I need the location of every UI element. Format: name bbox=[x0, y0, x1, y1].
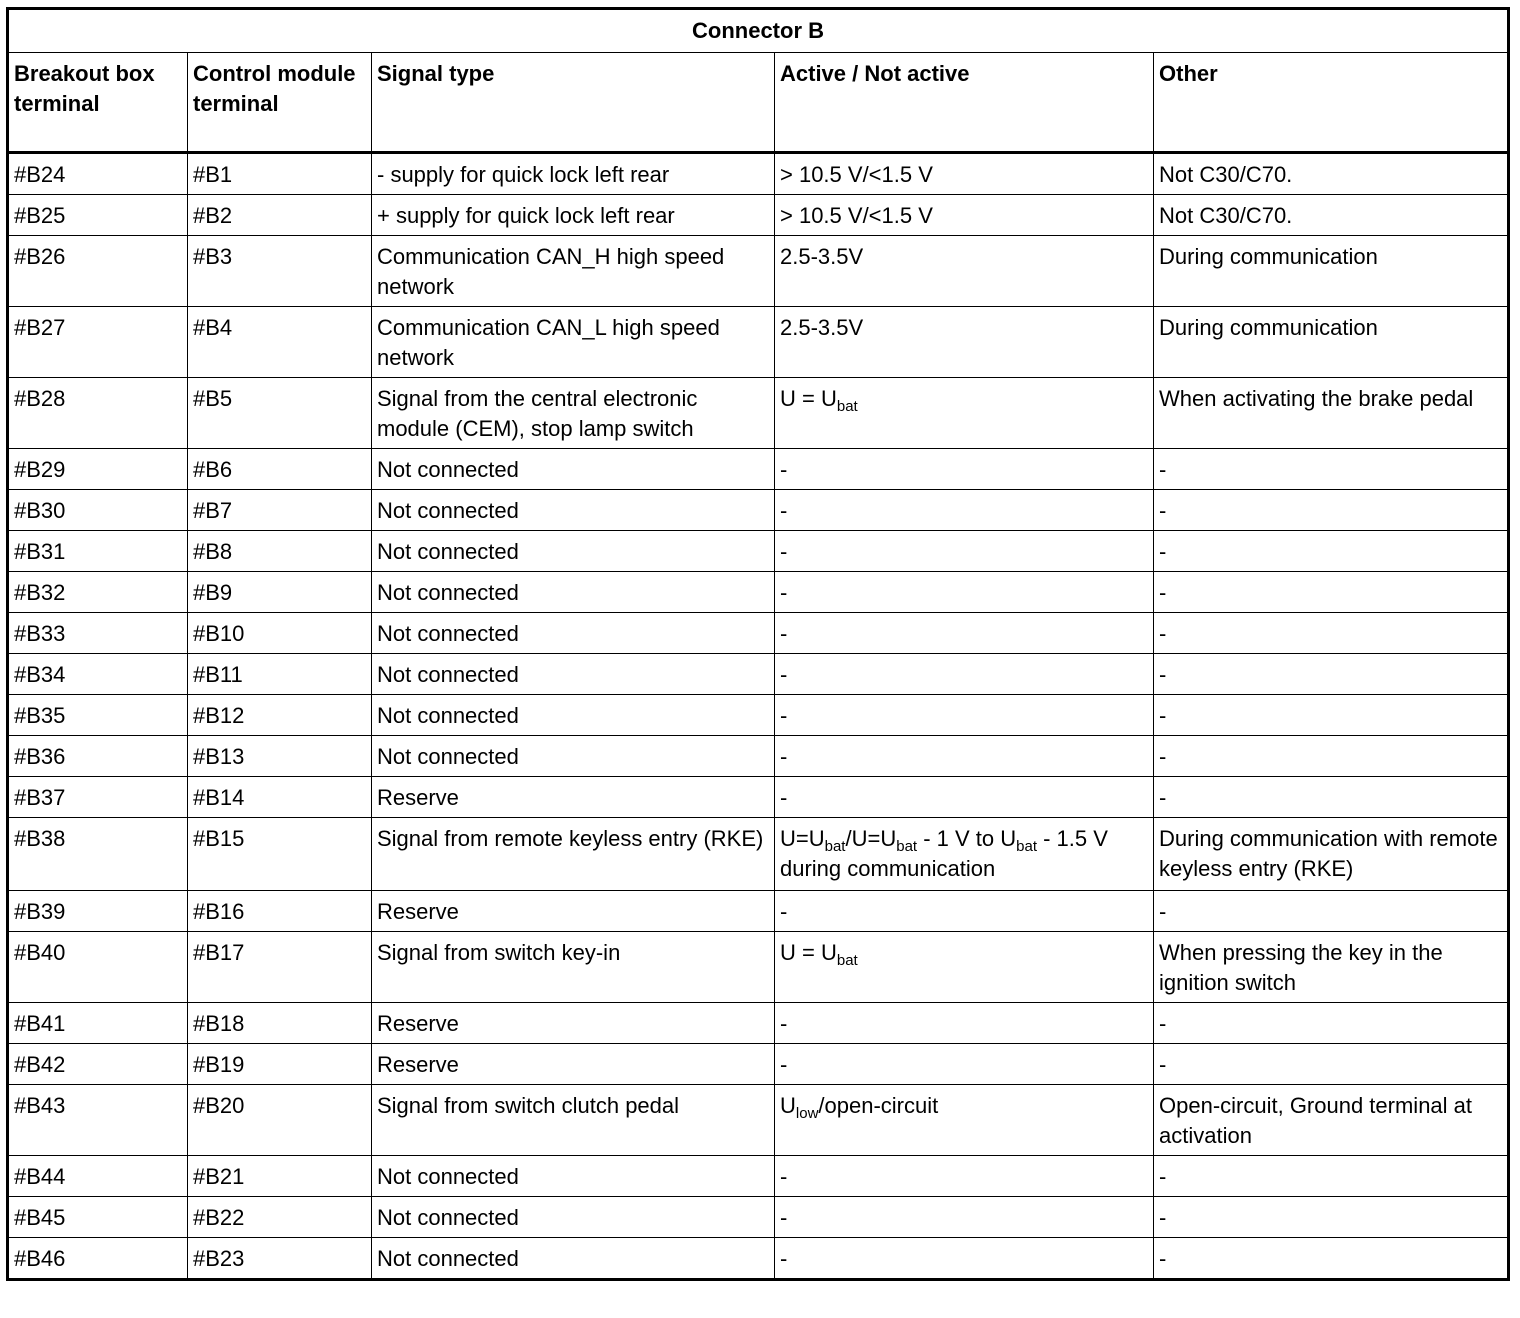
active-value: - bbox=[775, 1156, 1154, 1197]
module-terminal: #B1 bbox=[188, 153, 372, 195]
table-row bbox=[8, 572, 1509, 613]
table-title: Connector B bbox=[8, 9, 1509, 53]
breakout-terminal: #B29 bbox=[8, 449, 188, 490]
active-value-text: U = U bbox=[780, 386, 837, 411]
signal-type: Reserve bbox=[372, 1044, 775, 1085]
other-note: - bbox=[1154, 777, 1509, 818]
module-terminal: #B12 bbox=[188, 695, 372, 736]
active-value-text: /U=U bbox=[845, 826, 897, 851]
subscript-bat: bat bbox=[824, 838, 846, 855]
subscript-bat: bat bbox=[836, 398, 858, 415]
other-note: - bbox=[1154, 1238, 1509, 1280]
header-control-module-terminal: Control module terminal bbox=[188, 53, 372, 153]
subscript-bat: bat bbox=[836, 952, 858, 969]
other-note: - bbox=[1154, 572, 1509, 613]
breakout-terminal: #B36 bbox=[8, 736, 188, 777]
other-note: - bbox=[1154, 695, 1509, 736]
signal-type: Not connected bbox=[372, 695, 775, 736]
table-row bbox=[8, 1156, 1509, 1197]
breakout-terminal: #B31 bbox=[8, 531, 188, 572]
table-row bbox=[8, 777, 1509, 818]
active-value bbox=[775, 378, 1154, 449]
other-note: During communication bbox=[1154, 236, 1509, 307]
active-value: - bbox=[775, 613, 1154, 654]
signal-type: Not connected bbox=[372, 736, 775, 777]
table-row bbox=[8, 695, 1509, 736]
active-value-text: - 1.5 V during communication bbox=[780, 826, 1108, 881]
breakout-terminal: #B37 bbox=[8, 777, 188, 818]
table-row bbox=[8, 449, 1509, 490]
header-other: Other bbox=[1154, 53, 1509, 153]
active-value: - bbox=[775, 1044, 1154, 1085]
signal-type: Not connected bbox=[372, 531, 775, 572]
table-row bbox=[8, 891, 1509, 932]
module-terminal: #B21 bbox=[188, 1156, 372, 1197]
module-terminal: #B15 bbox=[188, 818, 372, 891]
active-value-text: U = U bbox=[780, 940, 837, 965]
module-terminal: #B22 bbox=[188, 1197, 372, 1238]
table-row bbox=[8, 153, 1509, 195]
active-value: - bbox=[775, 654, 1154, 695]
table-row bbox=[8, 195, 1509, 236]
subscript-low: low bbox=[795, 1105, 819, 1122]
breakout-terminal: #B34 bbox=[8, 654, 188, 695]
module-terminal: #B9 bbox=[188, 572, 372, 613]
module-terminal: #B7 bbox=[188, 490, 372, 531]
active-value: - bbox=[775, 1197, 1154, 1238]
table-row bbox=[8, 236, 1509, 307]
module-terminal: #B6 bbox=[188, 449, 372, 490]
active-value: - bbox=[775, 736, 1154, 777]
active-value-text: U=U bbox=[780, 826, 825, 851]
signal-type: Not connected bbox=[372, 1156, 775, 1197]
signal-type: Not connected bbox=[372, 572, 775, 613]
signal-type: Signal from switch key-in bbox=[372, 932, 775, 1003]
table-row bbox=[8, 1238, 1509, 1280]
breakout-terminal: #B45 bbox=[8, 1197, 188, 1238]
header-breakout-box-terminal: Breakout box terminal bbox=[8, 53, 188, 153]
module-terminal: #B23 bbox=[188, 1238, 372, 1280]
table-row bbox=[8, 307, 1509, 378]
table-row bbox=[8, 1197, 1509, 1238]
breakout-terminal: #B38 bbox=[8, 818, 188, 891]
table-row bbox=[8, 1044, 1509, 1085]
active-value: - bbox=[775, 490, 1154, 531]
table-row bbox=[8, 1085, 1509, 1156]
other-note: - bbox=[1154, 891, 1509, 932]
active-value bbox=[775, 818, 1154, 891]
active-value-text: U bbox=[780, 1093, 796, 1118]
breakout-terminal: #B33 bbox=[8, 613, 188, 654]
table-row bbox=[8, 654, 1509, 695]
other-note: Open-circuit, Ground terminal at activation bbox=[1154, 1085, 1509, 1156]
breakout-terminal: #B32 bbox=[8, 572, 188, 613]
table-row bbox=[8, 378, 1509, 449]
breakout-terminal: #B39 bbox=[8, 891, 188, 932]
signal-type: Reserve bbox=[372, 891, 775, 932]
other-note: - bbox=[1154, 654, 1509, 695]
signal-type: Communication CAN_H high speed network bbox=[372, 236, 775, 307]
other-note: When pressing the key in the ignition switch bbox=[1154, 932, 1509, 1003]
module-terminal: #B20 bbox=[188, 1085, 372, 1156]
active-value bbox=[775, 1085, 1154, 1156]
other-note: - bbox=[1154, 1156, 1509, 1197]
header-active-not-active: Active / Not active bbox=[775, 53, 1154, 153]
table-row bbox=[8, 818, 1509, 891]
other-note: - bbox=[1154, 531, 1509, 572]
table-row bbox=[8, 531, 1509, 572]
breakout-terminal: #B44 bbox=[8, 1156, 188, 1197]
other-note: During communication with remote keyless entry (RKE) bbox=[1154, 818, 1509, 891]
active-value: > 10.5 V/<1.5 V bbox=[775, 195, 1154, 236]
module-terminal: #B19 bbox=[188, 1044, 372, 1085]
module-terminal: #B4 bbox=[188, 307, 372, 378]
active-value: - bbox=[775, 531, 1154, 572]
breakout-terminal: #B41 bbox=[8, 1003, 188, 1044]
signal-type: Communication CAN_L high speed network bbox=[372, 307, 775, 378]
module-terminal: #B14 bbox=[188, 777, 372, 818]
other-note: When activating the brake pedal bbox=[1154, 378, 1509, 449]
other-note: - bbox=[1154, 613, 1509, 654]
breakout-terminal: #B42 bbox=[8, 1044, 188, 1085]
signal-type: Not connected bbox=[372, 449, 775, 490]
breakout-terminal: #B30 bbox=[8, 490, 188, 531]
connector-b-table bbox=[6, 7, 1510, 1281]
active-value: - bbox=[775, 1003, 1154, 1044]
active-value-text: /open-circuit bbox=[818, 1093, 939, 1118]
active-value: - bbox=[775, 891, 1154, 932]
active-value: 2.5-3.5V bbox=[775, 307, 1154, 378]
module-terminal: #B16 bbox=[188, 891, 372, 932]
breakout-terminal: #B25 bbox=[8, 195, 188, 236]
active-value: - bbox=[775, 449, 1154, 490]
breakout-terminal: #B35 bbox=[8, 695, 188, 736]
subscript-bat: bat bbox=[896, 838, 918, 855]
active-value bbox=[775, 932, 1154, 1003]
other-note: Not C30/C70. bbox=[1154, 153, 1509, 195]
other-note: - bbox=[1154, 490, 1509, 531]
other-note: - bbox=[1154, 1197, 1509, 1238]
table-title-row bbox=[8, 9, 1509, 53]
other-note: During communication bbox=[1154, 307, 1509, 378]
table-row bbox=[8, 490, 1509, 531]
other-note: Not C30/C70. bbox=[1154, 195, 1509, 236]
signal-type: + supply for quick lock left rear bbox=[372, 195, 775, 236]
active-value: - bbox=[775, 572, 1154, 613]
table-row bbox=[8, 932, 1509, 1003]
breakout-terminal: #B46 bbox=[8, 1238, 188, 1280]
other-note: - bbox=[1154, 736, 1509, 777]
active-value: > 10.5 V/<1.5 V bbox=[775, 153, 1154, 195]
signal-type: - supply for quick lock left rear bbox=[372, 153, 775, 195]
module-terminal: #B17 bbox=[188, 932, 372, 1003]
signal-type: Not connected bbox=[372, 654, 775, 695]
table-row bbox=[8, 1003, 1509, 1044]
other-note: - bbox=[1154, 1003, 1509, 1044]
module-terminal: #B3 bbox=[188, 236, 372, 307]
breakout-terminal: #B28 bbox=[8, 378, 188, 449]
active-value: - bbox=[775, 1238, 1154, 1280]
signal-type: Not connected bbox=[372, 1197, 775, 1238]
signal-type: Reserve bbox=[372, 1003, 775, 1044]
signal-type: Not connected bbox=[372, 490, 775, 531]
breakout-terminal: #B43 bbox=[8, 1085, 188, 1156]
active-value-text: - 1 V to U bbox=[917, 826, 1017, 851]
breakout-terminal: #B24 bbox=[8, 153, 188, 195]
breakout-terminal: #B26 bbox=[8, 236, 188, 307]
signal-type: Signal from the central electronic module (CEM), stop lamp switch bbox=[372, 378, 775, 449]
table-header-row bbox=[8, 53, 1509, 153]
breakout-terminal: #B27 bbox=[8, 307, 188, 378]
active-value: - bbox=[775, 695, 1154, 736]
active-value: 2.5-3.5V bbox=[775, 236, 1154, 307]
signal-type: Reserve bbox=[372, 777, 775, 818]
table-row bbox=[8, 613, 1509, 654]
module-terminal: #B5 bbox=[188, 378, 372, 449]
breakout-terminal: #B40 bbox=[8, 932, 188, 1003]
module-terminal: #B2 bbox=[188, 195, 372, 236]
other-note: - bbox=[1154, 449, 1509, 490]
header-signal-type: Signal type bbox=[372, 53, 775, 153]
other-note: - bbox=[1154, 1044, 1509, 1085]
module-terminal: #B10 bbox=[188, 613, 372, 654]
signal-type: Signal from remote keyless entry (RKE) bbox=[372, 818, 775, 891]
module-terminal: #B13 bbox=[188, 736, 372, 777]
active-value: - bbox=[775, 777, 1154, 818]
signal-type: Not connected bbox=[372, 1238, 775, 1280]
module-terminal: #B8 bbox=[188, 531, 372, 572]
module-terminal: #B11 bbox=[188, 654, 372, 695]
module-terminal: #B18 bbox=[188, 1003, 372, 1044]
signal-type: Signal from switch clutch pedal bbox=[372, 1085, 775, 1156]
document bbox=[6, 7, 1507, 1281]
table-row bbox=[8, 736, 1509, 777]
subscript-bat: bat bbox=[1016, 838, 1037, 855]
signal-type: Not connected bbox=[372, 613, 775, 654]
